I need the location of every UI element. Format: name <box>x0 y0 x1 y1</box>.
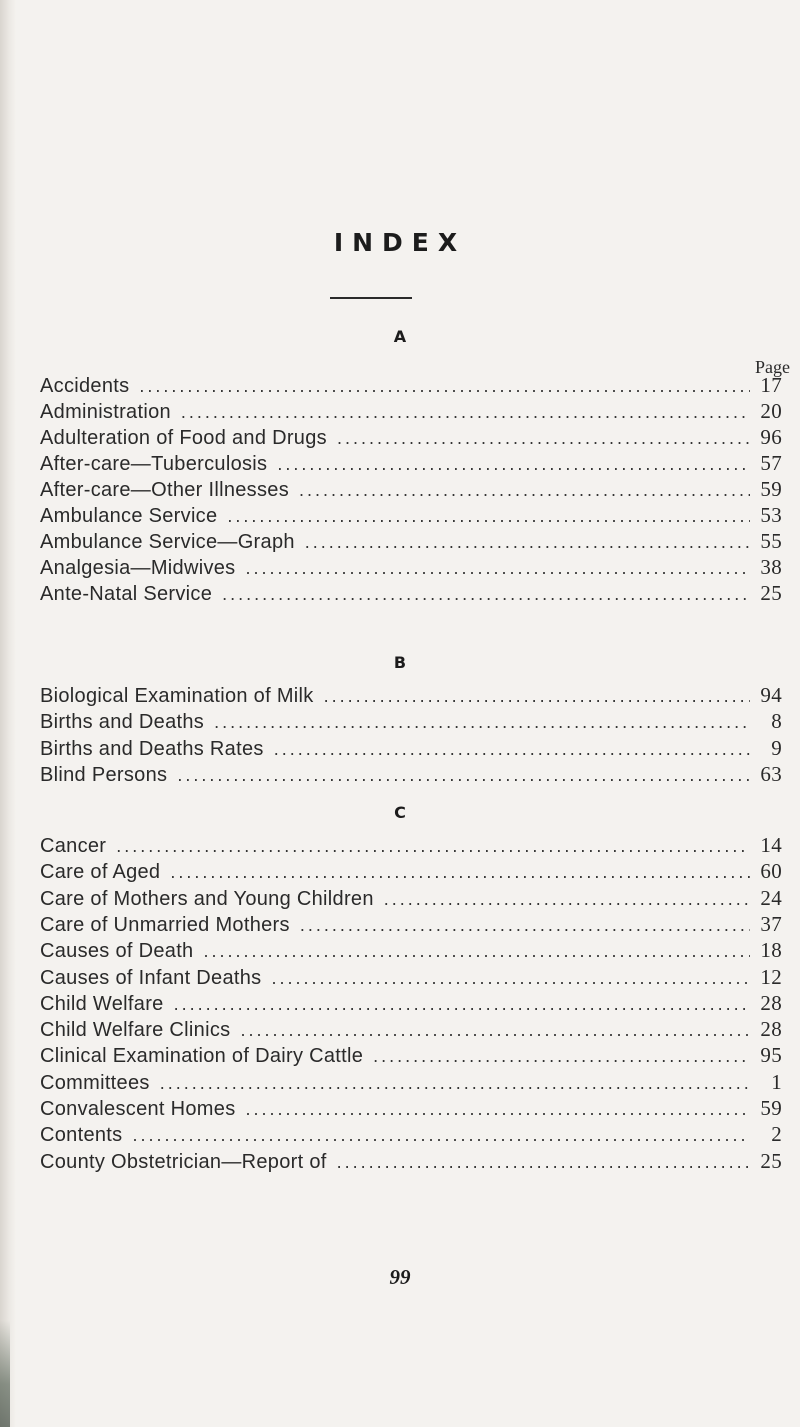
index-entry-label: After-care—Other Illnesses <box>40 479 289 501</box>
dot-leader <box>116 833 750 859</box>
dot-leader <box>337 425 750 451</box>
index-entry-page: 53 <box>760 503 782 527</box>
index-entry <box>40 937 782 963</box>
dot-leader <box>337 1149 750 1175</box>
dot-leader <box>384 886 750 912</box>
title-rule <box>330 297 412 299</box>
dot-leader <box>222 581 750 607</box>
index-entry-label: Convalescent Homes <box>40 1098 236 1120</box>
index-entry <box>40 580 782 606</box>
index-entry-label: Causes of Death <box>40 940 194 963</box>
index-entry <box>40 761 782 787</box>
index-entry-label: Biological Examination of Milk <box>40 685 314 707</box>
index-entry-page: 63 <box>760 761 782 786</box>
index-entry-label: Clinical Examination of Dairy Cattle <box>40 1045 364 1068</box>
index-entry <box>40 735 782 761</box>
index-entry-page: 12 <box>760 964 782 989</box>
index-entry-page: 25 <box>760 1148 782 1173</box>
index-entry-label: Contents <box>40 1124 123 1147</box>
dot-leader <box>170 859 750 885</box>
index-entry <box>40 476 782 502</box>
index-entry-page: 14 <box>760 833 782 857</box>
page-column-header: Page <box>755 357 790 377</box>
dot-leader <box>246 1096 751 1122</box>
index-entry-page: 55 <box>760 529 782 553</box>
index-entry <box>40 1042 782 1068</box>
dot-leader <box>214 709 750 735</box>
dot-leader <box>245 555 750 581</box>
index-entry-label: Child Welfare Clinics <box>40 1019 231 1042</box>
index-entry-page: 94 <box>760 683 782 707</box>
page-title: INDEX <box>333 228 467 257</box>
index-entry-label: Ante-Natal Service <box>40 583 213 605</box>
index-entry-page: 37 <box>760 911 782 936</box>
dot-leader <box>203 938 750 964</box>
index-entry-page: 18 <box>760 938 782 963</box>
index-entry <box>40 1016 782 1042</box>
index-entry-label: Causes of Infant Deaths <box>40 966 262 989</box>
index-entry <box>40 682 782 708</box>
index-entry-page: 9 <box>771 735 782 760</box>
dot-leader <box>227 503 750 529</box>
index-entry <box>40 1148 782 1174</box>
dot-leader <box>274 736 750 762</box>
index-entry-label: Care of Unmarried Mothers <box>40 913 290 936</box>
index-entry-page: 28 <box>760 990 782 1015</box>
index-entry-label: Ambulance Service <box>40 505 218 527</box>
dot-leader <box>324 683 750 709</box>
index-entry-page: 38 <box>760 555 782 579</box>
index-entry <box>40 528 782 554</box>
index-entry <box>40 502 782 528</box>
binding-shadow <box>0 1320 10 1427</box>
index-entry <box>40 398 782 424</box>
index-entry-label: Analgesia—Midwives <box>40 557 236 579</box>
index-entry <box>40 1121 782 1147</box>
index-entry-label: Ambulance Service—Graph <box>40 531 295 553</box>
index-entry-page: 96 <box>760 425 782 449</box>
index-entry-label: Care of Aged <box>40 861 161 884</box>
index-entry-label: Births and Deaths Rates <box>40 737 264 760</box>
index-entry <box>40 424 782 450</box>
dot-leader <box>174 991 750 1017</box>
binding-edge <box>0 0 16 1427</box>
index-entry <box>40 832 782 858</box>
index-entry-page: 28 <box>760 1017 782 1042</box>
index-entry-page: 2 <box>771 1122 782 1147</box>
section-letter-b: B <box>393 653 407 672</box>
index-entry-page: 59 <box>760 477 782 501</box>
index-entry-label: Accidents <box>40 375 130 397</box>
index-entry <box>40 554 782 580</box>
page-number: 99 <box>389 1265 411 1289</box>
dot-leader <box>181 399 750 425</box>
dot-leader <box>240 1017 750 1043</box>
dot-leader <box>177 762 750 788</box>
index-entry-label: Care of Mothers and Young Children <box>40 887 374 910</box>
index-entry <box>40 990 782 1016</box>
index-entry <box>40 708 782 734</box>
index-entry <box>40 372 782 398</box>
index-entry-label: County Obstetrician—Report of <box>40 1150 327 1173</box>
section-letter-c: C <box>394 803 406 822</box>
dot-leader <box>271 965 750 991</box>
dot-leader <box>373 1043 750 1069</box>
index-entry-label: Adulteration of Food and Drugs <box>40 427 327 449</box>
dot-leader <box>300 912 750 938</box>
index-entry-page: 25 <box>760 581 782 605</box>
dot-leader <box>160 1070 750 1096</box>
index-entry <box>40 964 782 990</box>
index-entry-label: Births and Deaths <box>40 711 205 734</box>
index-entry-page: 60 <box>760 859 782 884</box>
index-entry-page: 95 <box>760 1043 782 1068</box>
index-entry-page: 59 <box>760 1096 782 1120</box>
index-entry-label: Committees <box>40 1071 150 1094</box>
dot-leader <box>132 1122 750 1148</box>
index-entry-page: 1 <box>771 1069 782 1094</box>
dot-leader <box>299 477 750 503</box>
index-entry-label: After-care—Tuberculosis <box>40 453 268 475</box>
index-entry-label: Child Welfare <box>40 992 164 1015</box>
index-entry <box>40 885 782 911</box>
index-entry <box>40 858 782 884</box>
index-entry <box>40 1095 782 1121</box>
index-entry-page: 17 <box>760 373 782 397</box>
index-entry-label: Cancer <box>40 835 107 857</box>
index-entry-label: Administration <box>40 401 171 423</box>
dot-leader <box>139 373 750 399</box>
index-entry-label: Blind Persons <box>40 763 168 786</box>
index-entry-page: 8 <box>771 709 782 734</box>
index-entry-page: 57 <box>760 451 782 475</box>
dot-leader <box>277 451 750 477</box>
dot-leader <box>305 529 750 555</box>
section-letter-a: A <box>393 327 407 346</box>
index-entry-page: 20 <box>760 399 782 423</box>
index-entry <box>40 1069 782 1095</box>
index-entry-page: 24 <box>760 885 782 910</box>
index-entry <box>40 450 782 476</box>
index-entry <box>40 911 782 937</box>
